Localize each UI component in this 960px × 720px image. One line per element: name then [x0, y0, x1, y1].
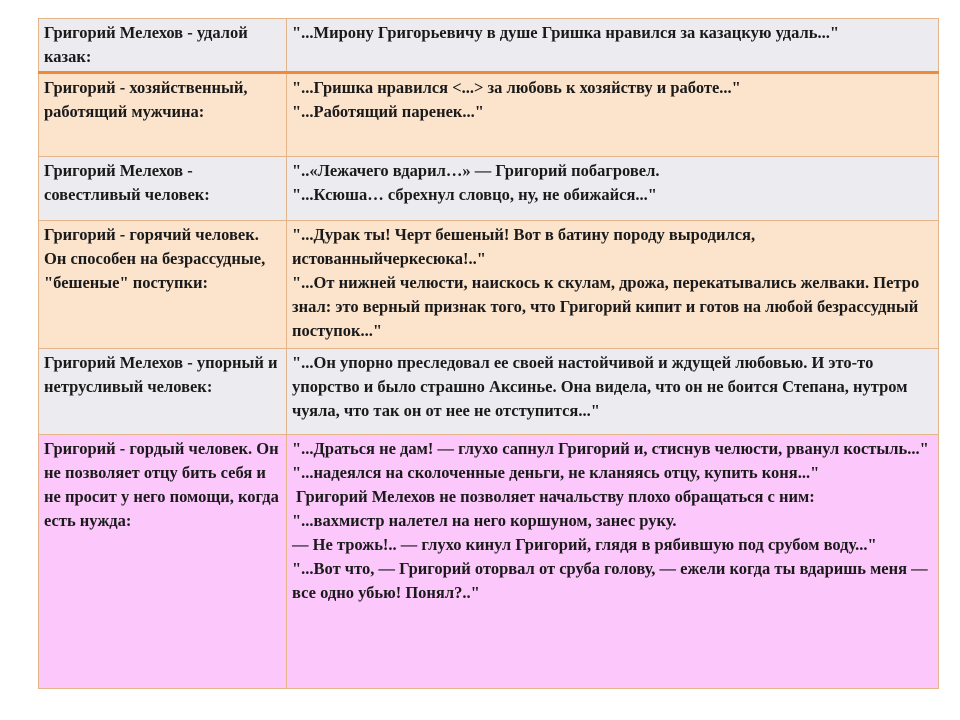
quote-line: "...Ксюша… сбрехнул словцо, ну, не обижайся..." [292, 185, 657, 204]
table-row [39, 221, 939, 349]
quote-line: — Не трожь!.. — глухо кинул Григорий, глядя в рябившую под срубом воду..." [292, 535, 877, 554]
trait-text: Григорий Мелехов - совестливый человек: [44, 161, 210, 204]
quote-line: "...Он упорно преследовал ее своей настойчивой и ждущей любовью. И это-то упорство и было страшно Аксинье. Она видела, что он не боится Степана, нутром чуяла, что так он от нее не отступится..." [292, 353, 908, 420]
character-traits-table [38, 18, 939, 689]
quote-line: "...Работящий паренек..." [292, 102, 484, 121]
quote-line: "...Вот что, — Григорий оторвал от сруба голову, — ежели когда ты вдаришь меня — все одно убью! Понял?.." [292, 559, 928, 602]
quote-line: "...Мирону Григорьевичу в душе Гришка нравился за казацкую удаль..." [292, 23, 840, 42]
quote-line: "...надеялся на сколоченные деньги, не кланяясь отцу, купить коня..." [292, 463, 820, 482]
quote-line: "..«Лежачего вдарил…» — Григорий побагровел. [292, 161, 660, 180]
table-row [39, 19, 939, 73]
quote-cell [287, 349, 939, 435]
trait-cell [39, 221, 287, 349]
trait-text: Григорий Мелехов - удалой казак: [44, 23, 248, 66]
quotes-table-container [38, 18, 938, 689]
table-row [39, 435, 939, 689]
trait-text: Григорий - гордый человек. Он не позволяет отцу бить себя и не просит у него помощи, когда есть нужда: [44, 439, 279, 530]
trait-cell [39, 349, 287, 435]
quote-cell [287, 73, 939, 157]
quote-line: "...От нижней челюсти, наискось к скулам, дрожа, перекатывались желваки. Петро знал: это верный признак того, что Григорий кипит и готов на любой безрассудный поступок..." [292, 273, 920, 340]
trait-text: Григорий Мелехов - упорный и нетрусливый человек: [44, 353, 278, 396]
table-row [39, 157, 939, 221]
quote-cell [287, 19, 939, 73]
quote-cell [287, 157, 939, 221]
trait-cell [39, 435, 287, 689]
trait-cell [39, 73, 287, 157]
quote-line: "...Гришка нравился <...> за любовь к хозяйству и работе..." [292, 78, 741, 97]
quote-cell [287, 435, 939, 689]
quote-line: "...вахмистр налетел на него коршуном, занес руку. [292, 511, 677, 530]
table-row [39, 349, 939, 435]
table-row [39, 73, 939, 157]
quote-line: "...Драться не дам! — глухо сапнул Григорий и, стиснув челюсти, рванул костыль..." [292, 439, 929, 458]
quote-line: "...Дурак ты! Черт бешеный! Вот в батину породу выродился, истованныйчеркесюка!.." [292, 225, 756, 268]
trait-text: Григорий - хозяйственный, работящий мужчина: [44, 78, 248, 121]
quote-line: Григорий Мелехов не позволяет начальству плохо обращаться с ним: [296, 487, 815, 506]
trait-cell [39, 157, 287, 221]
quote-cell [287, 221, 939, 349]
trait-text: Григорий - горячий человек. Он способен на безрассудные, "бешеные" поступки: [44, 225, 266, 292]
trait-cell [39, 19, 287, 73]
